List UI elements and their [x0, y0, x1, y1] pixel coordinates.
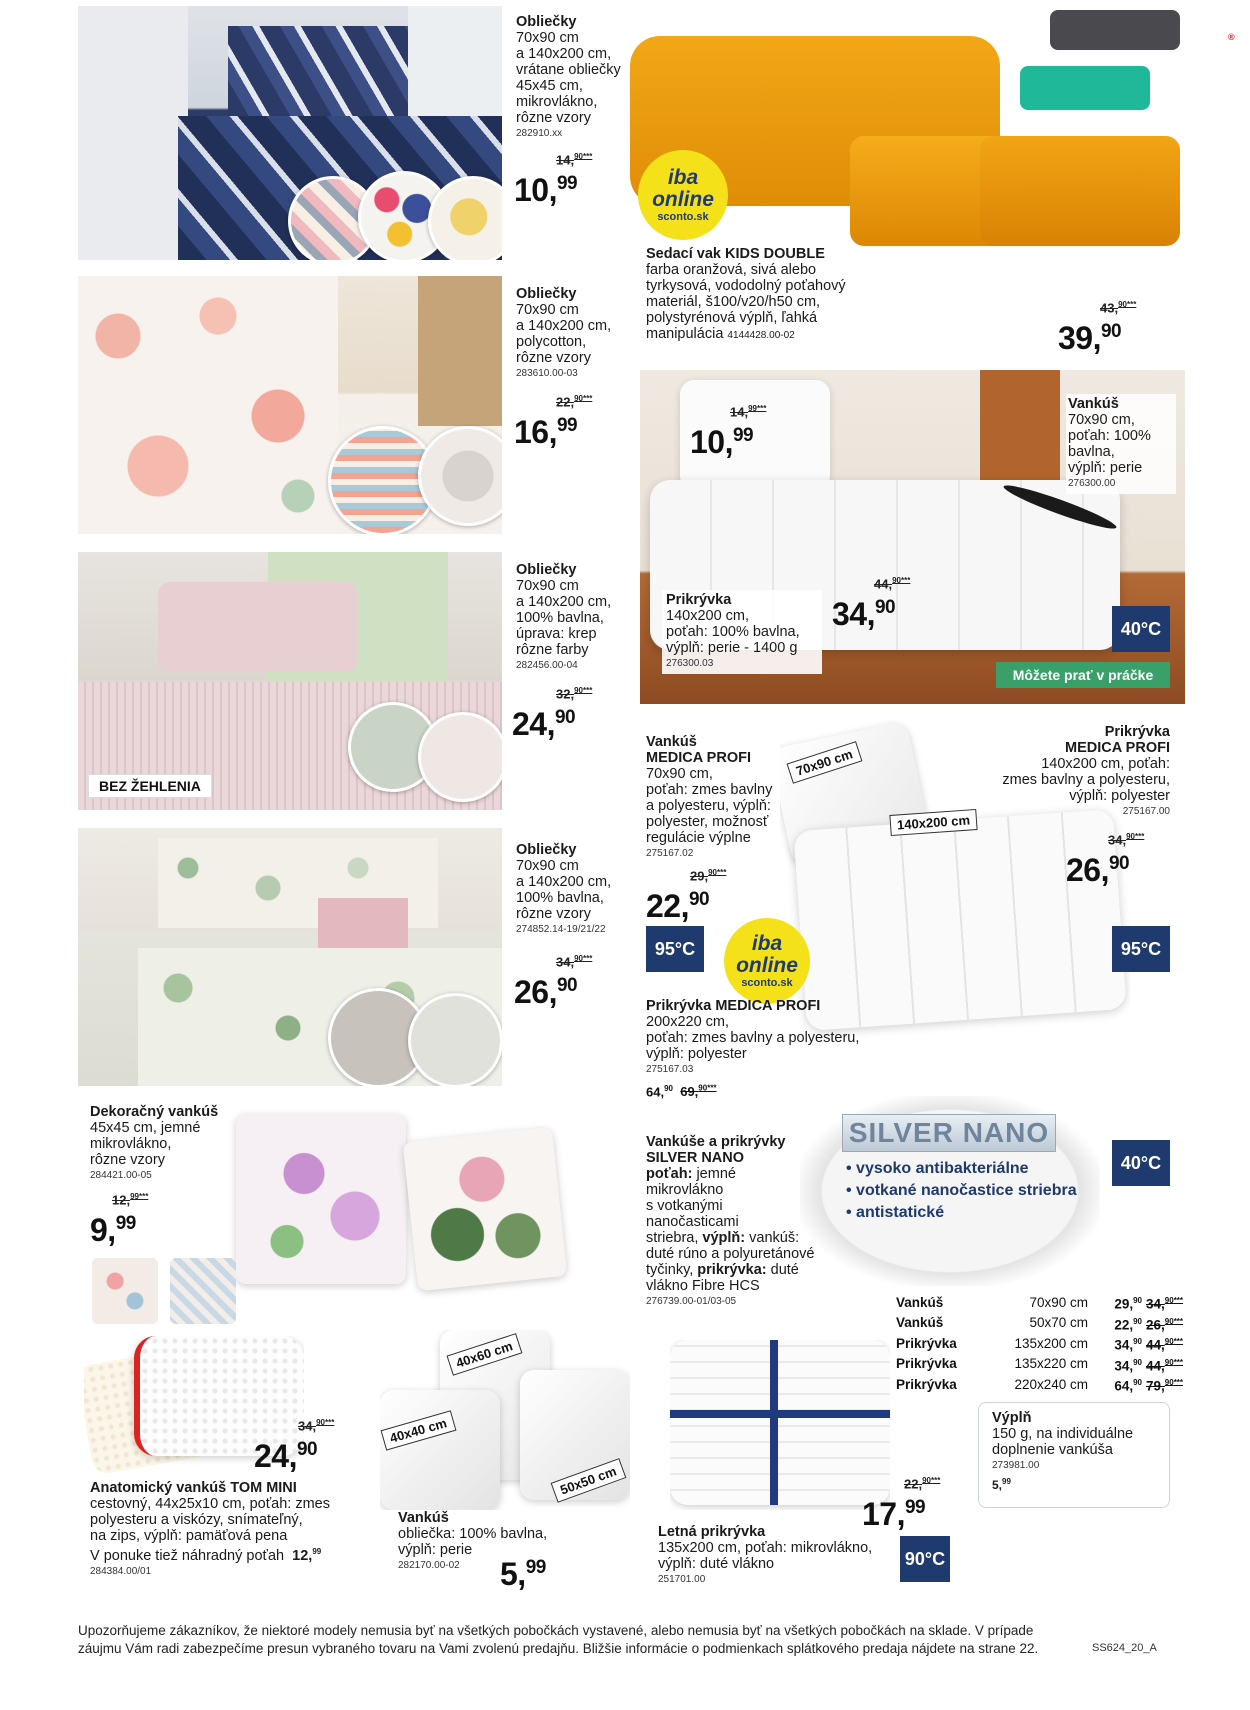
medica-duvet2-desc-0: 200x220 cm,: [646, 1014, 730, 1030]
temp-tag-90: 90°C: [900, 1536, 950, 1582]
p2-price: 16,99: [514, 414, 578, 450]
p4-desc-1: a 140x200 cm,: [516, 874, 612, 890]
tom-desc-1: polyesteru a viskózy, snímateľný,: [90, 1512, 303, 1528]
deco-desc-1: mikrovlákno,: [90, 1136, 172, 1152]
medica-duvet2-prices: 64,90 69,$^{90***}$: [646, 1084, 717, 1100]
silver-code: 276739.00-01/03-05: [646, 1296, 737, 1307]
p1-desc-0: 70x90 cm: [516, 30, 579, 46]
medica-pillow-desc-4: regulácie výplne: [646, 830, 751, 846]
p2-desc-1: a 140x200 cm,: [516, 318, 612, 334]
tom-title: Anatomický vankúš TOM MINI: [90, 1480, 297, 1496]
summer-price: 17,99: [862, 1496, 926, 1532]
tom-code: 284384.00/01: [90, 1565, 152, 1577]
duvet-perie-desc-1: poťah: 100% bavlna,: [666, 624, 800, 640]
deco-code: 284421.00-05: [90, 1170, 152, 1181]
deco-old-price: 12,$^{99***}$: [112, 1192, 149, 1208]
medica-pillow-code: 275167.02: [646, 848, 694, 859]
tom-desc-0: cestovný, 44x25x10 cm, poťah: zmes: [90, 1496, 330, 1512]
medica-pillow-desc-0: 70x90 cm,: [646, 766, 713, 782]
bedding-photo-2: [78, 276, 502, 534]
silver-title2: SILVER NANO: [646, 1150, 745, 1166]
temp-tag-95-right: 95°C: [1112, 926, 1170, 972]
silver-feature-0: • vysoko antibakteriálne: [846, 1160, 1029, 1177]
medica-pillow-price: 22,90: [646, 888, 710, 924]
medica-pillow-title1: Vankúš: [646, 734, 697, 750]
p1-desc-2: vrátane obliečky: [516, 62, 621, 78]
p3-text: [516, 562, 641, 674]
medica-duvet-title2: MEDICA PROFI: [1065, 740, 1170, 756]
table-row: Vankúš 50x70 cm 22,90 26,$^{90***}$: [896, 1315, 1184, 1332]
no-iron-badge: BEZ ŽEHLENIA: [88, 774, 212, 798]
medica-duvet-text: [1000, 724, 1170, 820]
vypln-title: Výplň: [992, 1410, 1032, 1426]
p1-desc-3: 45x45 cm,: [516, 78, 583, 94]
medica-duvet2-desc-2: výplň: polyester: [646, 1046, 747, 1062]
p2-desc-0: 70x90 cm: [516, 302, 579, 318]
p1-price: 10,99: [514, 172, 578, 208]
p4-old-price: 34,$^{90***}$: [556, 954, 593, 970]
silver-text: Vankúše a prikrývky SILVER NANO poťah: jemné mikrovlákno s votkanými nanočasticami striebra, výplň: vankúš: duté rúno a polyuretánové tyčinky, prikrývka: duté vlákno Fibre HCS 276739.00-01/03-05: [646, 1134, 846, 1310]
brand-mark: ®: [1228, 32, 1235, 42]
summer-old-price: 22,$^{90***}$: [904, 1476, 941, 1492]
tom-price: 24,90: [254, 1438, 318, 1474]
pillow-perie-desc-1: poťah: 100%: [1068, 428, 1151, 444]
sofa-desc-1: tyrkysová, vododolný poťahový: [646, 278, 846, 294]
p1-title: Obliečky: [516, 14, 577, 30]
pillow-perie-old-price: 14,$^{99***}$: [730, 404, 767, 420]
summer-title: Letná prikrývka: [658, 1524, 766, 1540]
p2-desc-3: rôzne vzory: [516, 350, 591, 366]
p2-desc-2: polycotton,: [516, 334, 587, 350]
summer-duvet-photo: [670, 1340, 890, 1510]
p1-text: [516, 14, 641, 142]
p3-desc-3: úprava: krep: [516, 626, 597, 642]
p3-desc-0: 70x90 cm: [516, 578, 579, 594]
pillow-perie-desc-0: 70x90 cm,: [1068, 412, 1135, 428]
bedding-photo-1: [78, 6, 502, 260]
sofa-desc-0: farba oranžová, sivá alebo: [646, 262, 817, 278]
medica-pillow-desc-3: polyester, možnosť: [646, 814, 769, 830]
sofa-code: 4144428.00-02: [727, 330, 795, 341]
silver-nano-features: [846, 1158, 1077, 1224]
p2-old-price: 22,$^{90***}$: [556, 394, 593, 410]
deco-title: Dekoračný vankúš: [90, 1104, 219, 1120]
sofa-desc-2: materiál, š100/v20/h50 cm,: [646, 294, 821, 310]
summer-desc-0: 135x200 cm, poťah: mikrovlákno,: [658, 1540, 873, 1556]
p4-text: [516, 842, 641, 938]
dim-label-50x50: 50x50 cm: [551, 1458, 626, 1503]
dim-label-40x40: 40x40 cm: [381, 1410, 457, 1450]
medica-duvet2-text: [646, 998, 906, 1078]
dim-label-70x90: 70x90 cm: [787, 741, 863, 783]
medica-duvet-code: 275167.00: [1122, 806, 1170, 817]
sofa-desc-3: polystyrénová výplň, ľahká: [646, 310, 818, 326]
dim-label-40x60: 40x60 cm: [447, 1333, 523, 1375]
p4-code: 274852.14-19/21/22: [516, 924, 606, 935]
table-row: Prikrývka 135x200 cm 34,90 44,$^{90***}$: [896, 1335, 1184, 1353]
p3-old-price: 32,$^{90***}$: [556, 686, 593, 702]
sofa-price: 39,90: [1058, 320, 1122, 356]
duvet-perie-old-price: 44,$^{90***}$: [874, 576, 911, 592]
medica-pillow-title2: MEDICA PROFI: [646, 750, 751, 766]
p3-price: 24,90: [512, 706, 576, 742]
medica-duvet-price: 26,90: [1066, 852, 1130, 888]
tom-desc-2: na zips, výplň: pamäťová pena: [90, 1528, 288, 1544]
medica-duvet-title1: Prikrývka: [1104, 724, 1170, 740]
vypln-desc-1: doplnenie vankúša: [992, 1442, 1113, 1458]
duvet-perie-text: [662, 590, 822, 674]
medica-duvet-desc-0: 140x200 cm, poťah:: [1041, 756, 1170, 772]
online-badge-1: iba online sconto.sk: [638, 150, 728, 240]
silver-feature-1: • votkané nanočastice striebra: [846, 1182, 1077, 1199]
bedding-photo-3: [78, 552, 502, 810]
temp-tag-40: 40°C: [1112, 606, 1170, 652]
p3-desc-1: a 140x200 cm,: [516, 594, 612, 610]
p3-desc-4: rôzne farby: [516, 642, 589, 658]
silver-feature-2: • antistatické: [846, 1204, 945, 1221]
duvet-perie-code: 276300.03: [666, 658, 714, 669]
pillow-perie-text: [1066, 394, 1176, 494]
deco-pillow-floral-2: [403, 1127, 568, 1292]
sofa-old-price: 43,$^{90***}$: [1100, 300, 1137, 316]
pillow-perie-desc-3: výplň: perie: [1068, 460, 1143, 476]
pillow-perie-price: 10,99: [690, 424, 754, 460]
medica-duvet2-desc-1: poťah: zmes bavlny a polyesteru,: [646, 1030, 860, 1046]
summer-desc-1: výplň: duté vlákno: [658, 1556, 775, 1572]
deco-desc-0: 45x45 cm, jemné: [90, 1120, 201, 1136]
temp-tag-95-left: 95°C: [646, 926, 704, 972]
p1-code: 282910.xx: [516, 128, 563, 139]
medica-duvet2-title: Prikrývka MEDICA PROFI: [646, 998, 821, 1014]
sofa-desc-4: manipulácia: [646, 326, 724, 342]
vypln-code: 273981.00: [992, 1460, 1040, 1471]
footer-disclaimer: Upozorňujeme zákazníkov, že niektoré modely nemusia byť na všetkých pobočkách vystavené, alebo nemusia byť na všetkých pobočkách na sklade. V prípade záujmu Vám radi zabezpečíme presun vybraného tovaru na Vami zvolenú predajňu. Bližšie informácie o podmienkach splátkového predaja nájdete na strane 22.: [78, 1623, 1039, 1656]
footer-page-code: SS624_20_A: [1092, 1642, 1157, 1654]
medica-duvet-old-price: 34,$^{90***}$: [1108, 832, 1145, 848]
p2-title: Obliečky: [516, 286, 577, 302]
duvet-perie-title: Prikrývka: [666, 592, 732, 608]
dim-label-140x200: 140x200 cm: [889, 809, 977, 836]
deco-pillow-small-1: [92, 1258, 158, 1324]
p1-desc-4: mikrovlákno,: [516, 94, 598, 110]
deco-price: 9,99: [90, 1212, 136, 1248]
table-row: Vankúš 70x90 cm 29,90 34,$^{90***}$: [896, 1294, 1184, 1312]
tom-extra: V ponuke tiež náhradný poťah 12,99: [90, 1547, 322, 1564]
tom-text: [90, 1480, 390, 1580]
duvet-perie-price: 34,90: [832, 596, 896, 632]
duvet-perie-desc-2: výplň: perie - 1400 g: [666, 640, 798, 656]
p1-old-price: 14,$^{90***}$: [556, 152, 593, 168]
silver-nano-logo: SILVER NANO: [842, 1114, 1056, 1152]
medica-pillow-old-price: 29,$^{90***}$: [690, 868, 727, 884]
duvet-perie-desc-0: 140x200 cm,: [666, 608, 750, 624]
deco-text: [90, 1104, 240, 1184]
deco-desc-2: rôzne vzory: [90, 1152, 165, 1168]
p1-desc-1: a 140x200 cm,: [516, 46, 612, 62]
washable-bar: Môžete prať v práčke: [996, 662, 1170, 688]
table-row: Prikrývka 220x240 cm 64,90 79,$^{90***}$: [896, 1376, 1184, 1394]
p3-desc-2: 100% bavlna,: [516, 610, 604, 626]
deco-pillow-floral-1: [236, 1114, 406, 1284]
vypln-desc-0: 150 g, na individuálne: [992, 1426, 1134, 1442]
vypln-text: Výplň 150 g, na individuálne doplnenie vankúša 273981.00 5,99: [992, 1410, 1162, 1493]
silver-title1: Vankúše a prikrývky: [646, 1134, 786, 1150]
vankus-price: 5,99: [500, 1556, 546, 1592]
vankus-desc-1: výplň: perie: [398, 1542, 473, 1558]
p4-desc-2: 100% bavlna,: [516, 890, 604, 906]
p3-title: Obliečky: [516, 562, 577, 578]
deco-pillow-small-2: [170, 1258, 236, 1324]
temp-tag-40-silver: 40°C: [1112, 1140, 1170, 1186]
sofa-text: [646, 246, 946, 344]
p4-desc-3: rôzne vzory: [516, 906, 591, 922]
p4-desc-0: 70x90 cm: [516, 858, 579, 874]
p1-desc-5: rôzne vzory: [516, 110, 591, 126]
vankus-code: 282170.00-02: [398, 1560, 460, 1571]
bedding-photo-4: [78, 828, 502, 1086]
medica-pillow-text: [646, 734, 796, 862]
vankus-title: Vankúš: [398, 1510, 449, 1526]
summer-code: 251701.00: [658, 1574, 706, 1585]
tom-old-price: 34,$^{90***}$: [298, 1418, 335, 1434]
p4-title: Obliečky: [516, 842, 577, 858]
pillow-perie-code: 276300.00: [1068, 478, 1116, 489]
p4-price: 26,90: [514, 974, 578, 1010]
medica-duvet2-code: 275167.03: [646, 1064, 694, 1075]
p2-code: 283610.00-03: [516, 368, 578, 379]
online-badge-2: iba online sconto.sk: [724, 918, 810, 1004]
vankus-text: [398, 1510, 598, 1574]
pillow-perie-desc-2: bavlna,: [1068, 444, 1115, 460]
table-row: Prikrývka 135x220 cm 34,90 44,$^{90***}$: [896, 1356, 1184, 1373]
silver-price-table: [896, 1292, 1187, 1395]
medica-duvet-desc-1: zmes bavlny a polyesteru,: [1002, 772, 1170, 788]
sofa-title: Sedací vak KIDS DOUBLE: [646, 246, 825, 262]
medica-duvet-desc-2: výplň: polyester: [1069, 788, 1170, 804]
p3-code: 282456.00-04: [516, 660, 578, 671]
medica-pillow-desc-2: a polyesteru, výplň:: [646, 798, 771, 814]
pillow-perie-title: Vankúš: [1068, 396, 1119, 412]
vankus-desc-0: obliečka: 100% bavlna,: [398, 1526, 548, 1542]
medica-pillow-desc-1: poťah: zmes bavlny: [646, 782, 773, 798]
summer-text: [658, 1524, 898, 1588]
p2-text: [516, 286, 641, 382]
